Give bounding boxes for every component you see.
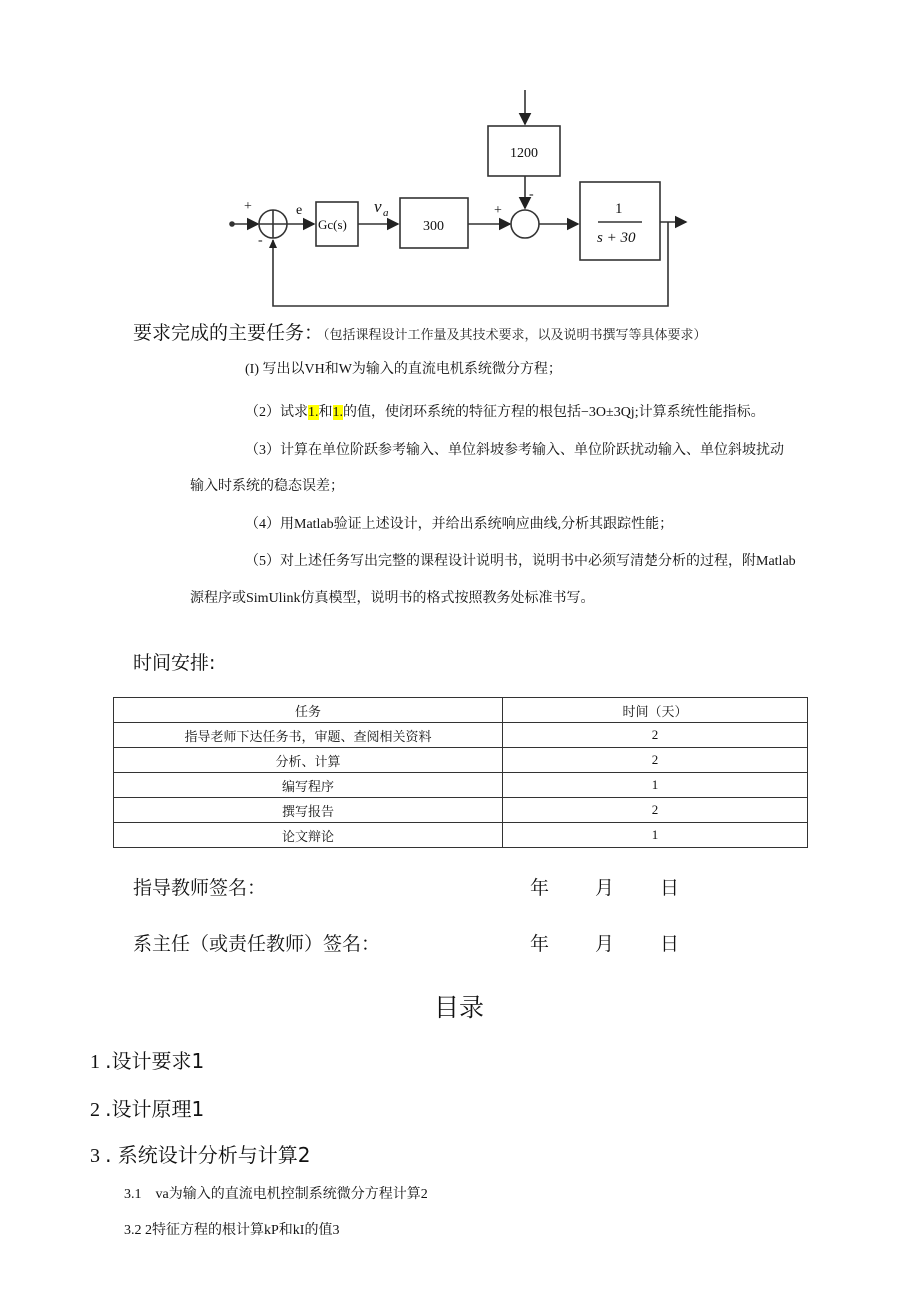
table-row — [114, 823, 808, 848]
table-row — [114, 798, 808, 823]
days-cell: 1 — [503, 773, 808, 798]
task-cell: 分析、计算 — [114, 748, 503, 773]
toc-subitem-number: 3.1 — [124, 1187, 142, 1202]
toc-item-text: .设计原理1 — [105, 1097, 205, 1121]
summing-junction-2 — [511, 210, 539, 238]
sum2-plus: + — [494, 203, 502, 218]
input-dot — [230, 222, 234, 226]
director-signature-label: 系主任（或责任教师）签名： — [133, 933, 381, 955]
task-item-5-line1: （5）对上述任务写出完整的课程设计说明书，说明书中必须写清楚分析的过程，附Matlab — [245, 554, 796, 569]
schedule-heading: 时间安排: — [133, 652, 216, 674]
table-row — [114, 773, 808, 798]
task-cell: 指导老师下达任务书，审题、查阅相关资料 — [114, 723, 503, 748]
plant-block — [580, 182, 660, 260]
toc-title: 目录 — [434, 993, 485, 1022]
days-cell: 2 — [503, 723, 808, 748]
task-item-1: (I) 写出以VH和W为输入的直流电机系统微分方程； — [245, 362, 562, 377]
label-e: e — [296, 203, 303, 218]
toc-subitem-number: 3.2 — [124, 1223, 142, 1238]
days-cell: 1 — [503, 823, 808, 848]
toc-item-3[interactable] — [90, 1139, 311, 1168]
highlight-1: 1. — [308, 405, 319, 420]
toc-item-number: 2 — [90, 1099, 100, 1121]
schedule-table — [113, 697, 808, 848]
advisor-day: 日 — [660, 877, 680, 899]
label-va: v — [374, 197, 382, 216]
toc-item-text: .设计要求1 — [105, 1049, 205, 1073]
tasks-heading-note: （包括课程设计工作量及其技术要求，以及说明书撰写等具体要求） — [323, 327, 707, 342]
plant-denominator: s + 30 — [597, 230, 636, 246]
sum2-minus: - — [529, 187, 534, 202]
sum1-minus: - — [258, 233, 263, 248]
director-day: 日 — [660, 933, 680, 955]
advisor-year: 年 — [530, 877, 550, 899]
task-item-4: （4）用Matlab验证上述设计，并给出系统响应曲线,分析其跟踪性能； — [245, 517, 674, 532]
advisor-month: 月 — [595, 877, 615, 899]
toc-subitem-text: 2特征方程的根计算kP和kI的值3 — [145, 1223, 340, 1238]
table-row — [114, 748, 808, 773]
table-header-row — [114, 698, 808, 723]
toc-item-number: 3 — [90, 1145, 100, 1167]
task-cell: 论文辩论 — [114, 823, 503, 848]
highlight-2: 1. — [332, 405, 343, 420]
toc-item-number: 1 — [90, 1051, 100, 1073]
task-item-2-a: （2）试求 — [245, 405, 308, 420]
toc-subitem-text: va为输入的直流电机控制系统微分方程计算2 — [155, 1187, 428, 1202]
toc-item-1[interactable] — [90, 1045, 204, 1074]
task-cell: 撰写报告 — [114, 798, 503, 823]
advisor-signature-label: 指导教师签名： — [133, 877, 267, 899]
col-time-header: 时间（天） — [503, 698, 808, 723]
toc-item-text: . 系统设计分析与计算2 — [105, 1143, 311, 1167]
block-diagram — [220, 84, 700, 314]
plant-numerator: 1 — [615, 201, 623, 217]
days-cell: 2 — [503, 798, 808, 823]
gc-label: Gc(s) — [318, 217, 347, 232]
toc-subitem-3-2[interactable] — [124, 1219, 339, 1239]
task-item-2-c: 的值，使闭环系统的特征方程的根包括−3O±3Qj;计算系统性能指标。 — [343, 405, 765, 420]
task-item-2-b: 和 — [318, 405, 333, 420]
task-cell: 编写程序 — [114, 773, 503, 798]
task-item-5-line2: 源程序或SimUlink仿真模型，说明书的格式按照教务处标准书写。 — [190, 591, 595, 606]
task-item-2 — [245, 403, 765, 423]
days-cell: 2 — [503, 748, 808, 773]
col-task-header: 任务 — [114, 698, 503, 723]
task-item-3-line1: （3）计算在单位阶跃参考输入、单位斜坡参考输入、单位阶跃扰动输入、单位斜坡扰动 — [245, 443, 784, 458]
toc-subitem-3-1[interactable] — [124, 1183, 428, 1203]
tasks-heading: 要求完成的主要任务： — [133, 322, 324, 344]
label-va-sub: a — [383, 207, 389, 219]
gain-300-label: 300 — [423, 219, 444, 234]
task-item-3-line2: 输入时系统的稳态误差； — [190, 479, 344, 494]
table-row — [114, 723, 808, 748]
sum1-plus: + — [244, 199, 252, 214]
director-year: 年 — [530, 933, 550, 955]
gain-1200-label: 1200 — [510, 146, 538, 161]
director-month: 月 — [595, 933, 615, 955]
toc-item-2[interactable] — [90, 1093, 204, 1122]
